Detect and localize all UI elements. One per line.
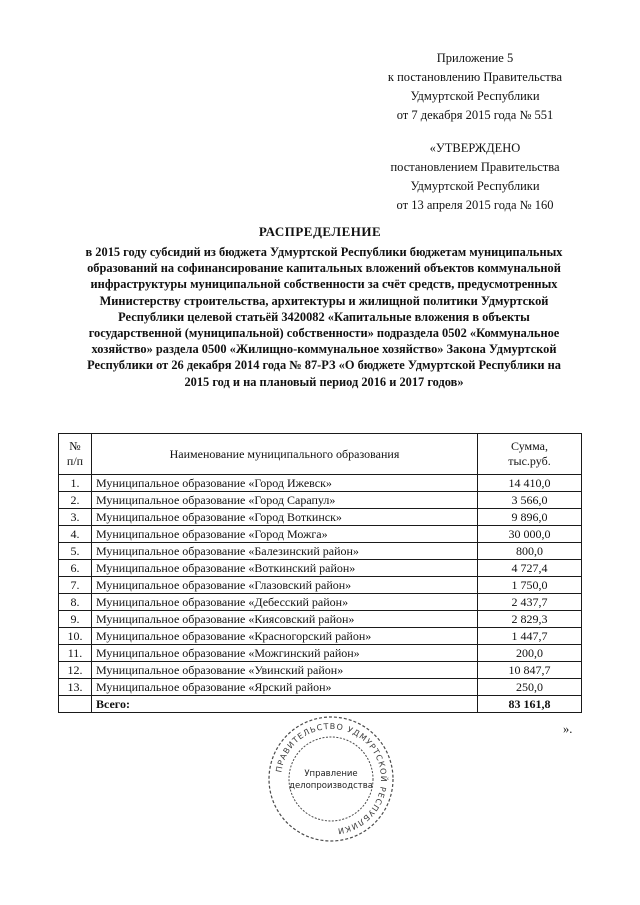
appendix-line: от 7 декабря 2015 года № 551 <box>396 108 554 122</box>
approved-line: Удмуртской Республики <box>410 179 540 193</box>
appendix-line: к постановлению Правительства <box>387 70 563 84</box>
table-row <box>59 594 582 611</box>
header-number-line1: № <box>69 439 81 453</box>
row-number: 3. <box>59 509 92 526</box>
row-number: 13. <box>59 679 92 696</box>
row-sum: 2 829,3 <box>478 611 582 628</box>
row-number: 12. <box>59 662 92 679</box>
row-sum: 30 000,0 <box>478 526 582 543</box>
header-sum <box>478 434 582 475</box>
table-row <box>59 662 582 679</box>
total-row <box>59 696 582 713</box>
table-row <box>59 475 582 492</box>
row-sum: 3 566,0 <box>478 492 582 509</box>
approved-line: от 13 апреля 2015 года № 160 <box>396 198 554 212</box>
row-name: Муниципальное образование «Киясовский район» <box>92 611 478 628</box>
stamp-outer-ring <box>269 717 393 841</box>
row-name: Муниципальное образование «Ярский район» <box>92 679 478 696</box>
header-sum-line1: Сумма, <box>511 439 548 453</box>
row-sum: 800,0 <box>478 543 582 560</box>
header-name: Наименование муниципального образования <box>92 434 478 475</box>
row-sum: 10 847,7 <box>478 662 582 679</box>
subtitle-line: 2015 год и на плановый период 2016 и 2017 годов» <box>184 374 464 389</box>
appendix-line: Удмуртской Республики <box>410 89 540 103</box>
approved-line: постановлением Правительства <box>390 160 560 174</box>
approved-block <box>365 139 585 215</box>
row-number: 8. <box>59 594 92 611</box>
header-number-line2: п/п <box>66 454 84 468</box>
row-number: 2. <box>59 492 92 509</box>
row-name: Муниципальное образование «Город Сарапул» <box>92 492 478 509</box>
row-name: Муниципальное образование «Балезинский район» <box>92 543 478 560</box>
row-name: Муниципальное образование «Город Воткинск» <box>92 509 478 526</box>
row-sum: 4 727,4 <box>478 560 582 577</box>
row-sum: 9 896,0 <box>478 509 582 526</box>
document-subtitle <box>58 244 590 390</box>
row-sum: 250,0 <box>478 679 582 696</box>
table-row <box>59 543 582 560</box>
table-header-row <box>59 434 582 475</box>
closing-quote-mark: ». <box>563 722 573 736</box>
row-sum: 1 750,0 <box>478 577 582 594</box>
table-row <box>59 577 582 594</box>
table-row <box>59 611 582 628</box>
row-name: Муниципальное образование «Можгинский район» <box>92 645 478 662</box>
row-number: 1. <box>59 475 92 492</box>
approved-line: «УТВЕРЖДЕНО <box>429 141 521 155</box>
row-name: Муниципальное образование «Красногорский район» <box>92 628 478 645</box>
table-row <box>59 628 582 645</box>
table-row <box>59 492 582 509</box>
total-number-cell <box>59 696 92 713</box>
stamp-inner-line2: делопроизводства <box>289 781 373 791</box>
row-name: Муниципальное образование «Воткинский район» <box>92 560 478 577</box>
subtitle-line: в 2015 году субсидий из бюджета Удмуртской Республики бюджетам муниципальных <box>85 245 563 259</box>
row-number: 4. <box>59 526 92 543</box>
row-sum: 2 437,7 <box>478 594 582 611</box>
row-number: 6. <box>59 560 92 577</box>
subtitle-line: инфраструктуры муниципальной собственности за счёт средств, предусмотренных <box>90 277 558 292</box>
subtitle-line: Республики целевой статьёй 3420082 «Капитальные вложения в объекты <box>118 309 530 324</box>
table-row <box>59 679 582 696</box>
stamp-inner-ring <box>289 737 373 821</box>
subtitle-line: хозяйство» раздела 0500 «Жилищно-коммунальное хозяйство» Закона Удмуртской <box>91 342 557 357</box>
row-number: 5. <box>59 543 92 560</box>
subtitle-line: Министерству строительства, архитектуры и жилищной политики Удмуртской <box>99 293 549 308</box>
row-sum: 1 447,7 <box>478 628 582 645</box>
subtitle-line: государственной (муниципальной) собственности» подраздела 0502 «Коммунальное <box>88 326 560 341</box>
subtitle-line: Республики от 26 декабря 2014 года № 87-РЗ «О бюджете Удмуртской Республики на <box>87 358 561 373</box>
row-sum: 200,0 <box>478 645 582 662</box>
header-sum-line2: тыс.руб. <box>508 454 551 468</box>
table-row <box>59 560 582 577</box>
table-row <box>59 509 582 526</box>
total-label: Всего: <box>92 696 478 713</box>
row-number: 7. <box>59 577 92 594</box>
header-number <box>59 434 92 475</box>
subtitle-line: образований на софинансирование капитальных вложений объектов коммунальной <box>87 261 561 276</box>
appendix-line: Приложение 5 <box>436 51 514 65</box>
row-name: Муниципальное образование «Дебесский район» <box>92 594 478 611</box>
total-sum: 83 161,8 <box>478 696 582 713</box>
row-name: Муниципальное образование «Город Можга» <box>92 526 478 543</box>
table-row <box>59 645 582 662</box>
stamp-ring-text: ПРАВИТЕЛЬСТВО УДМУРТСКОЙ РЕСПУБЛИКИ <box>274 721 389 836</box>
row-name: Муниципальное образование «Город Ижевск» <box>92 475 478 492</box>
row-number: 10. <box>59 628 92 645</box>
official-stamp <box>266 714 396 844</box>
appendix-block <box>370 49 580 125</box>
row-number: 11. <box>59 645 92 662</box>
stamp-inner-line1: Управление <box>304 769 358 779</box>
row-number: 9. <box>59 611 92 628</box>
row-name: Муниципальное образование «Глазовский район» <box>92 577 478 594</box>
table-row <box>59 526 582 543</box>
distribution-table <box>58 433 582 713</box>
row-sum: 14 410,0 <box>478 475 582 492</box>
row-name: Муниципальное образование «Увинский район» <box>92 662 478 679</box>
document-title: РАСПРЕДЕЛЕНИЕ <box>258 224 382 239</box>
